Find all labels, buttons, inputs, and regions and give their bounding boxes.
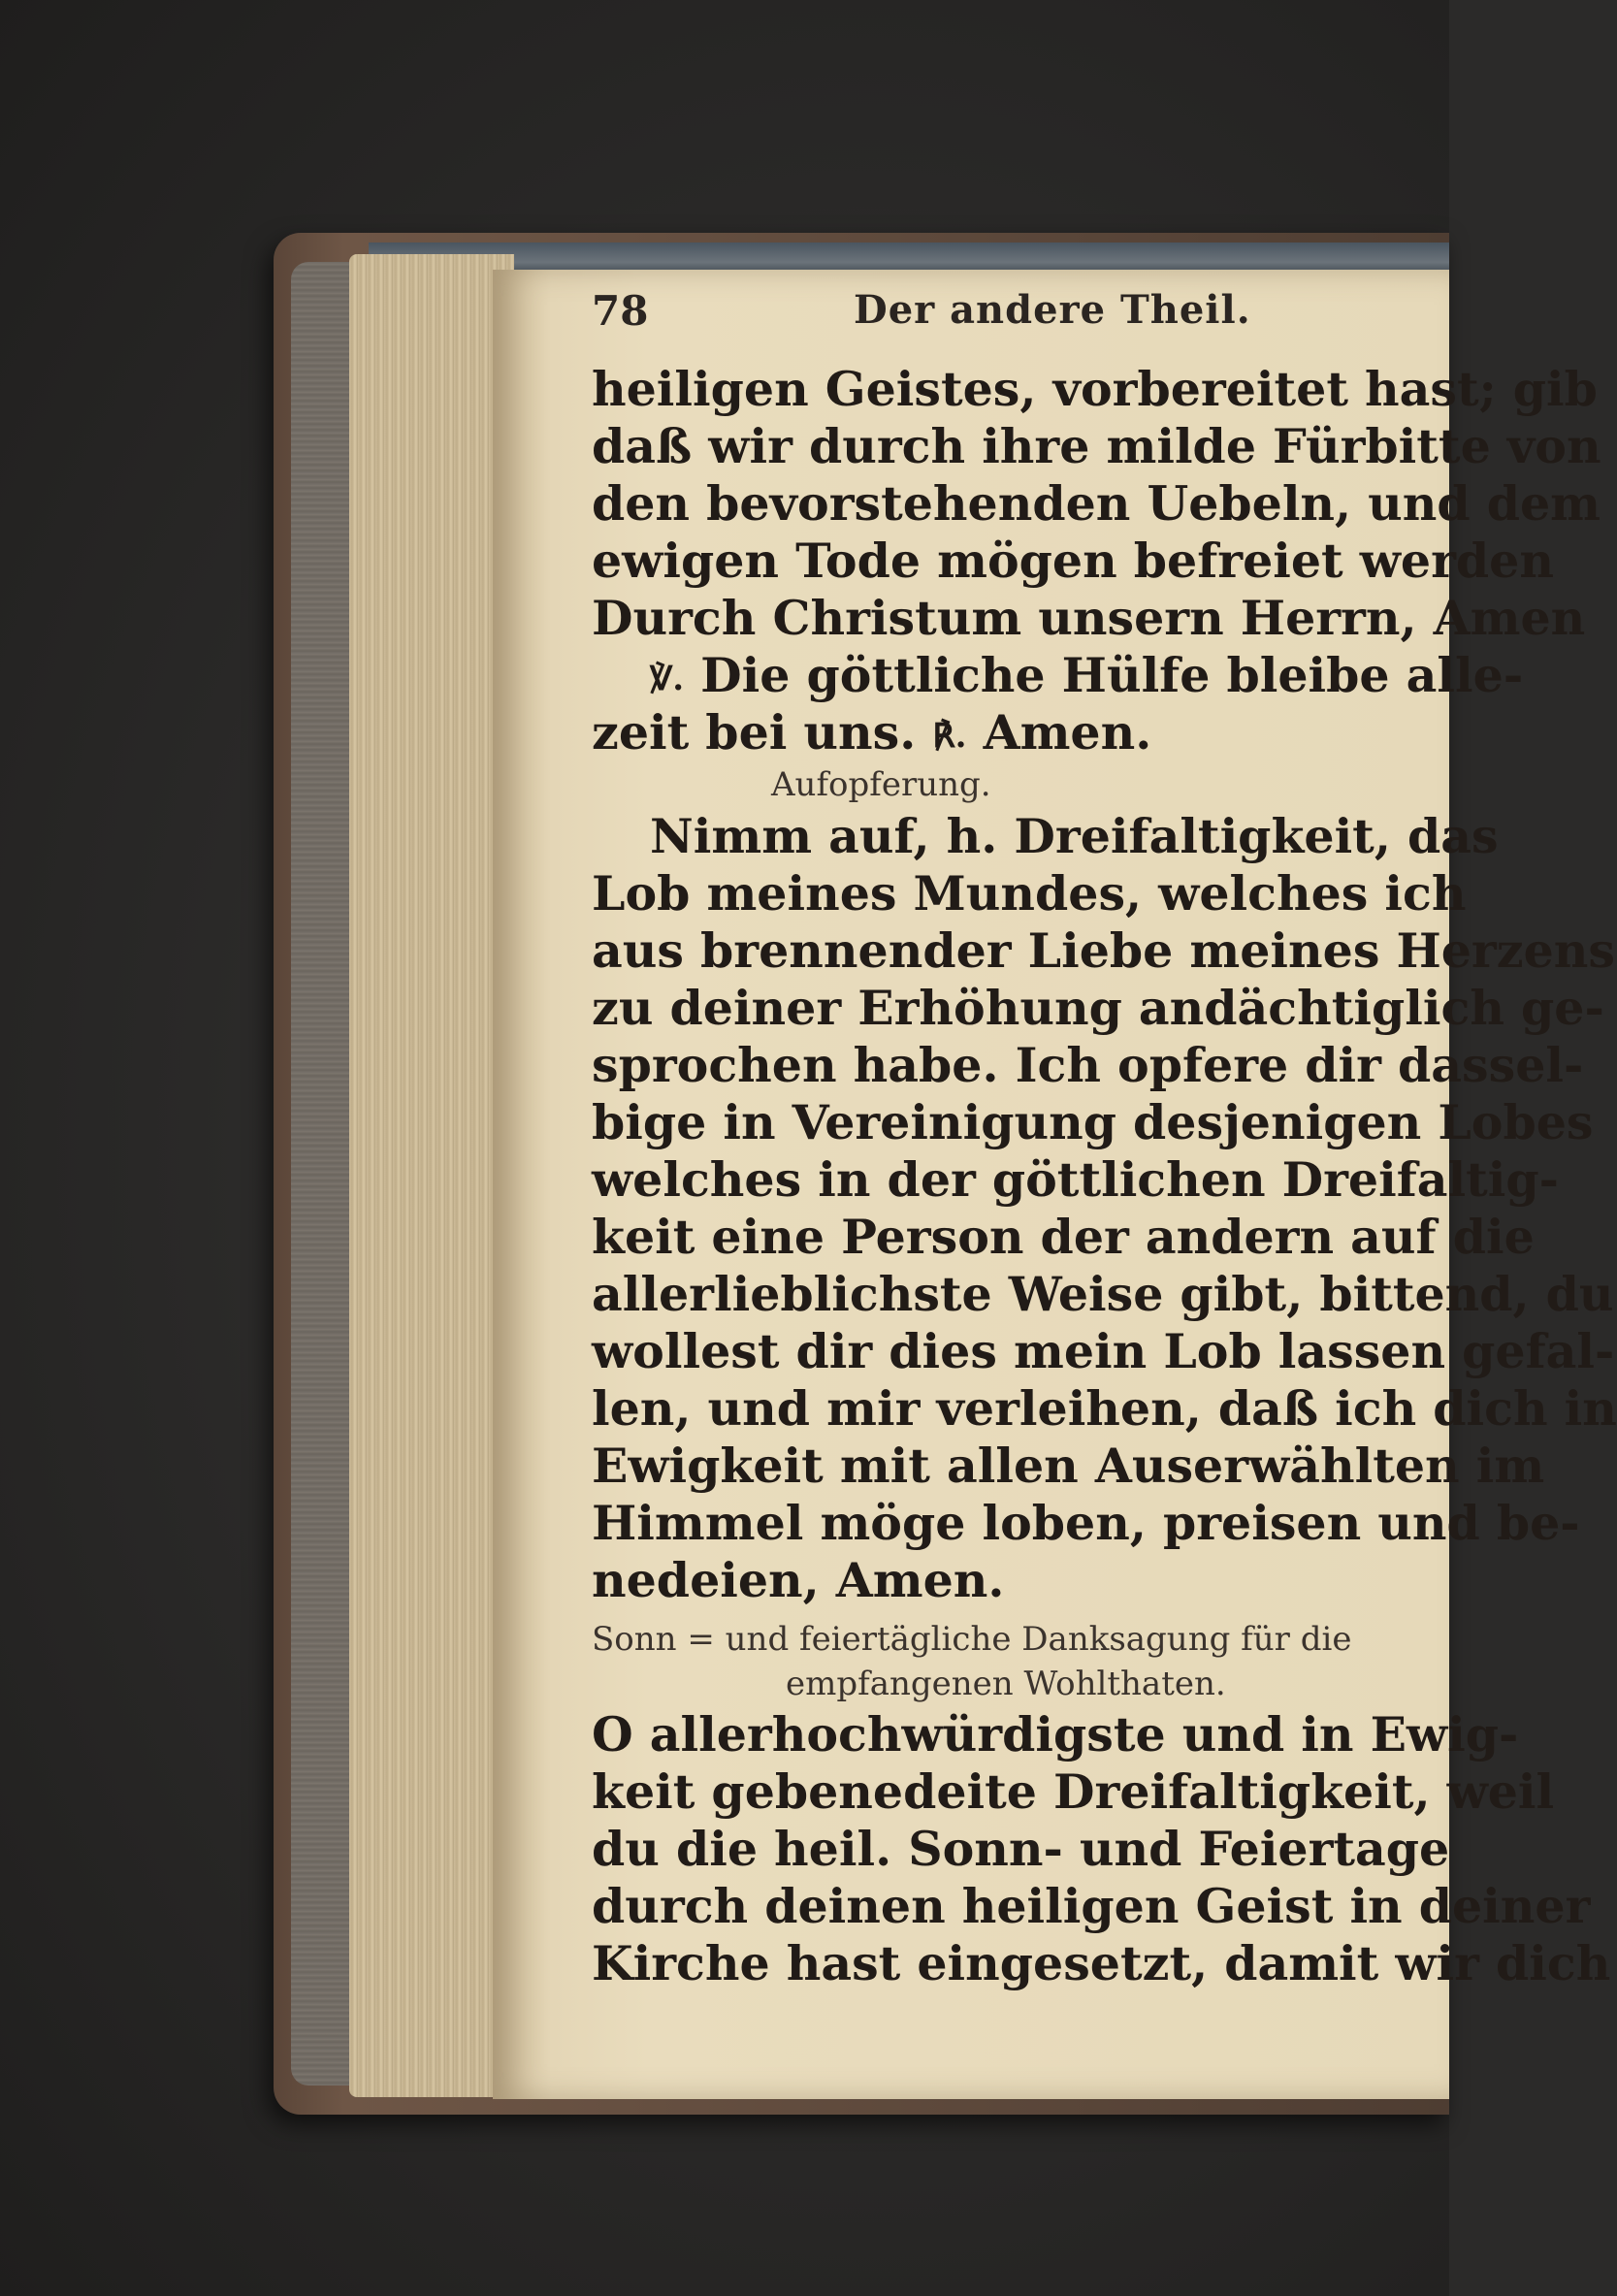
thanksgiving-section: [592, 1617, 1611, 1992]
versicle-symbol: ℣.: [650, 660, 685, 698]
page-edges: [349, 254, 514, 2097]
prayer-end: [592, 361, 1601, 647]
text-line: zu deiner Erhöhung andächtiglich ge-: [592, 980, 1604, 1036]
text-line: aus brennender Liebe meines Herzens: [592, 922, 1615, 979]
running-head: Der andere Theil.: [854, 287, 1251, 333]
section-heading: Sonn = und feiertägliche Danksagung für die: [592, 1620, 1352, 1659]
text-line: ewigen Tode mögen befreiet werden: [592, 533, 1554, 589]
versicle: [592, 647, 1524, 761]
text-line: keit gebenedeite Dreifaltigkeit, weil: [592, 1763, 1555, 1820]
text-line: O allerhochwürdigste und in Ewig-: [592, 1706, 1519, 1762]
offering-section: [592, 761, 1617, 1609]
response-symbol: ℟.: [932, 717, 967, 756]
text-line: bige in Vereinigung desjenigen Lobes: [592, 1094, 1594, 1150]
text-line: wollest dir dies mein Lob lassen gefal-: [592, 1323, 1615, 1379]
page-number: 78: [592, 287, 649, 335]
response-line: [592, 704, 1449, 761]
text-line: len, und mir verleihen, daß ich dich in: [592, 1380, 1617, 1437]
text-line: keit eine Person der andern auf die: [592, 1209, 1535, 1265]
section-heading-continued: empfangenen Wohlthaten.: [786, 1665, 1226, 1703]
versicle-text: Die göttliche Hülfe bleibe alle-: [700, 647, 1524, 703]
text-line: nedeien, Amen.: [592, 1552, 1005, 1608]
page-text: [592, 361, 1617, 2068]
response-text: Amen.: [983, 704, 1152, 760]
text-line: Nimm auf, h. Dreifaltigkeit, das: [650, 808, 1499, 864]
text-line: den bevorstehenden Uebeln, und dem: [592, 475, 1601, 532]
spacer: [592, 1609, 1449, 1617]
text-line: Himmel möge loben, preisen und be-: [592, 1495, 1580, 1551]
text-line: Durch Christum unsern Herrn, Amen: [592, 590, 1586, 646]
text-line: du die heil. Sonn- und Feiertage: [592, 1821, 1450, 1877]
text-line: durch deinen heiligen Geist in deiner: [592, 1878, 1591, 1934]
text-line: welches in der göttlichen Dreifaltig-: [592, 1151, 1560, 1208]
text-line: allerlieblichste Weise gibt, bittend, du: [592, 1266, 1614, 1322]
versicle-continuation: zeit bei uns.: [592, 704, 917, 760]
section-heading: Aufopferung.: [771, 765, 991, 804]
text-line: Ewigkeit mit allen Auserwählten im: [592, 1438, 1545, 1494]
text-line: Lob meines Mundes, welches ich: [592, 865, 1467, 922]
text-line: Kirche hast eingesetzt, damit wir dich: [592, 1935, 1611, 1991]
text-line: daß wir durch ihre milde Fürbitte von: [592, 418, 1601, 474]
text-line: heiligen Geistes, vorbereitet hast; gib: [592, 361, 1598, 417]
text-line: sprochen habe. Ich opfere dir dassel-: [592, 1037, 1584, 1093]
page-header: [592, 287, 1449, 345]
versicle-line: [592, 647, 1524, 704]
